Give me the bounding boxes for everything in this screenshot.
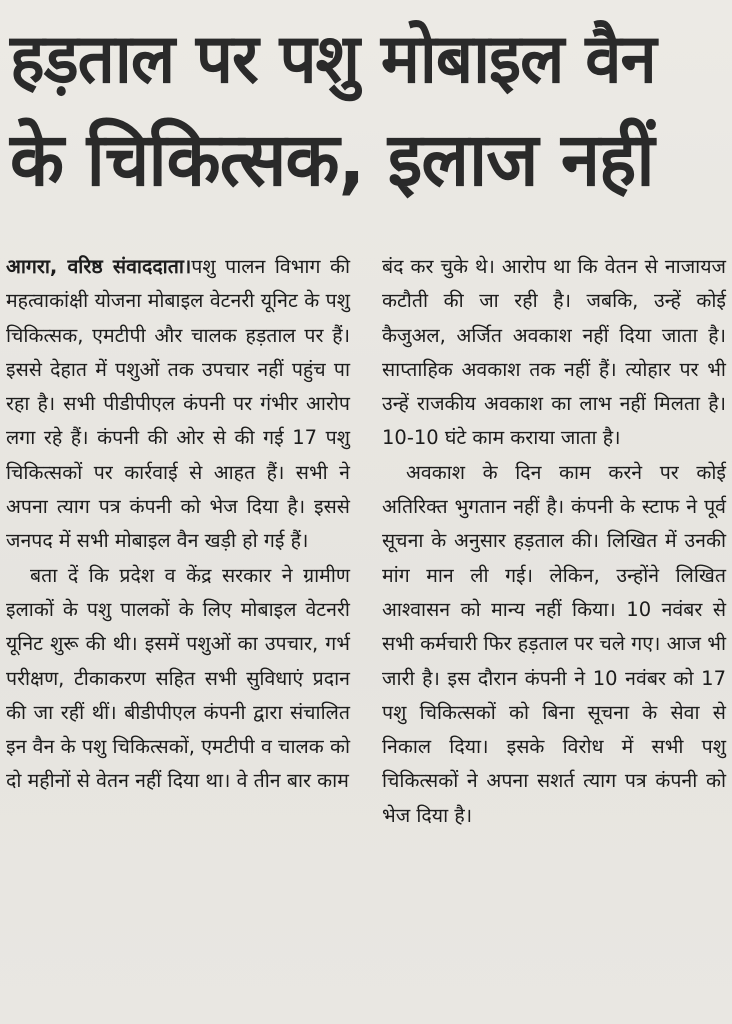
article-column-right [382, 250, 726, 833]
headline-line-1: हड़ताल पर पशु मोबाइल वैन [10, 20, 656, 99]
article-paragraph: बंद कर चुके थे। आरोप था कि वेतन से नाजायज कटौती की जा रही है। जबकि, उन्हें कोई कैजुअल, अर्जित अवकाश नहीं दिया जाता है। साप्ताहिक अवकाश तक नहीं हैं। त्योहार पर भी उन्हें राजकीय अवकाश का लाभ नहीं मिलता है। 10-10 घंटे काम कराया जाता है। [382, 255, 726, 450]
headline [10, 12, 722, 212]
headline-line-2: के चिकित्सक, इलाज नहीं [10, 117, 654, 203]
article-paragraph: बता दें कि प्रदेश व केंद्र सरकार ने ग्रामीण इलाकों के पशु पालकों के लिए मोबाइल वेटनरी यूनिट शुरू की थी। इसमें पशुओं का उपचार, गर्भ परीक्षण, टीकाकरण सहित सभी सुविधाएं प्रदान की जा रहीं थीं। बीडीपीएल कंपनी द्वारा संचालित इन वैन के पशु चिकित्सकों, एमटीपी व चालक को दो महीनों से वेतन नहीं दिया था। वे तीन बार काम [6, 563, 350, 793]
column-divider [366, 250, 367, 1010]
article-paragraph [6, 250, 350, 559]
article-column-left [6, 250, 350, 799]
article-body [6, 250, 726, 1020]
article-paragraph: अवकाश के दिन काम करने पर कोई अतिरिक्त भुगतान नहीं है। कंपनी के स्टाफ ने पूर्व सूचना के अनुसार हड़ताल की। लिखित में उनकी मांग मान ली गई। लेकिन, उन्होंने लिखित आश्वासन को मान्य नहीं किया। 10 नवंबर से सभी कर्मचारी फिर हड़ताल पर चले गए। आज भी जारी है। इस दौरान कंपनी ने 10 नवंबर को 17 पशु चिकित्सकों को बिना सूचना के सेवा से निकाल दिया। इसके विरोध में सभी पशु चिकित्सकों ने अपना सशर्त त्याग पत्र कंपनी को भेज दिया है। [382, 460, 726, 827]
dateline: आगरा, वरिष्ठ संवाददाता। [6, 255, 192, 278]
paragraph-text: पशु पालन विभाग की महत्वाकांक्षी योजना मोबाइल वेटनरी यूनिट के पशु चिकित्सक, एमटीपी और चालक हड़ताल पर हैं। इससे देहात में पशुओं तक उपचार नहीं पहुंच पा रहा है। सभी पीडीपीएल कंपनी पर गंभीर आरोप लगा रहे हैं। कंपनी की ओर से की गई 17 पशु चिकित्सकों पर कार्रवाई से आहत हैं। सभी ने अपना त्याग पत्र कंपनी को भेज दिया है। इससे जनपद में सभी मोबाइल वैन खड़ी हो गई हैं। [6, 255, 350, 553]
